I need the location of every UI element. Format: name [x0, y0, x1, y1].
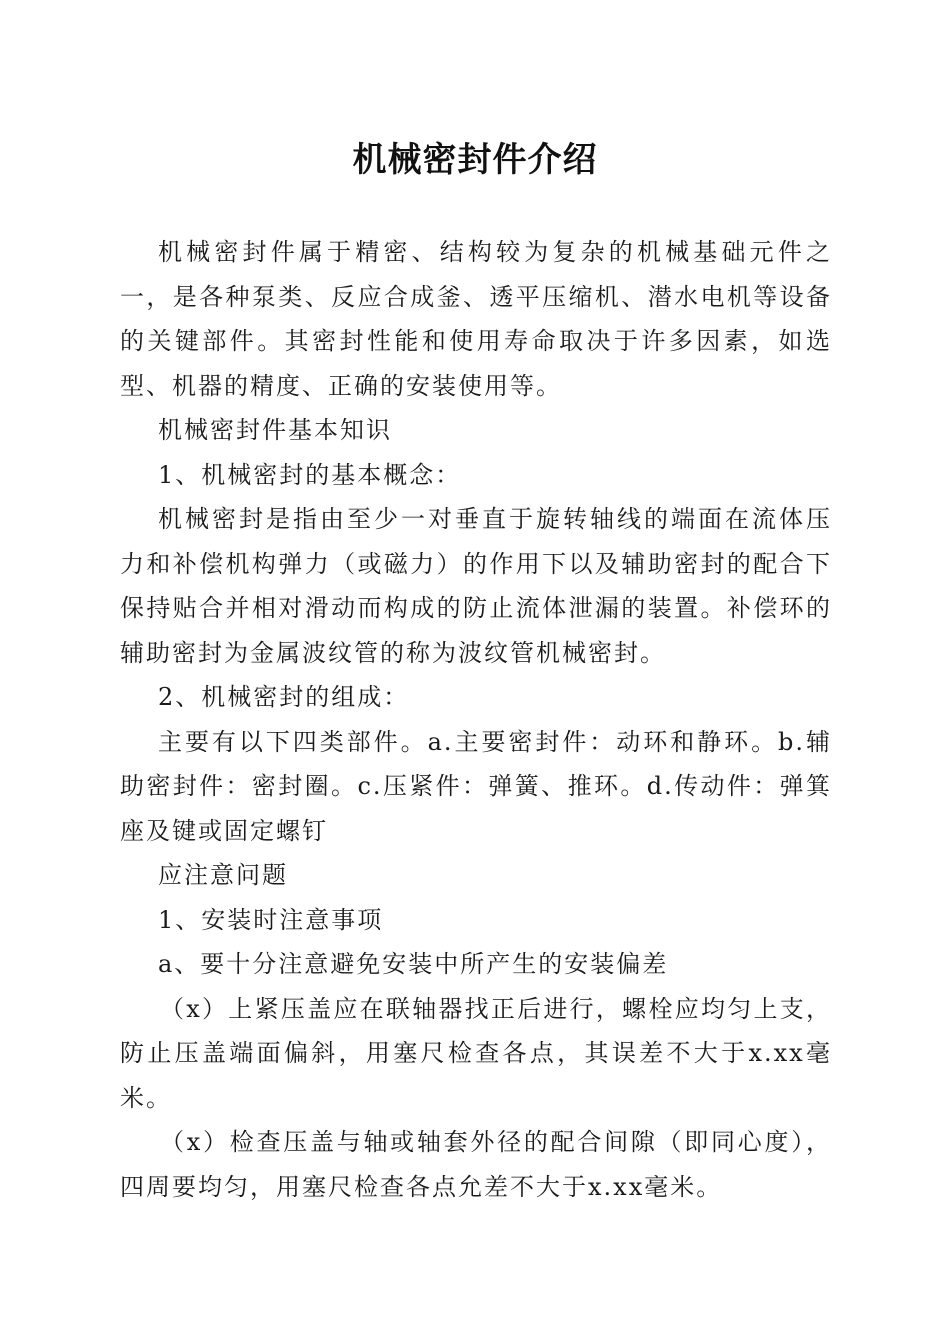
document-body — [120, 230, 832, 1209]
item-clearance-check: （x）检查压盖与轴或轴套外径的配合间隙（即同心度），四周要均匀，用塞尺检查各点允差不大于x.xx毫米。 — [120, 1128, 832, 1201]
subheading-concept: 1、机械密封的基本概念： — [158, 460, 462, 489]
paragraph-intro: 机械密封件属于精密、结构较为复杂的机械基础元件之一，是各种泵类、反应合成釜、透平压缩机、潜水电机等设备的关键部件。其密封性能和使用寿命取决于许多因素，如选型、机器的精度、正确的安装使用等。 — [120, 238, 832, 400]
item-installation-deviation: a、要十分注意避免安装中所产生的安装偏差 — [158, 950, 669, 978]
item-gland-tightening: （x）上紧压盖应在联轴器找正后进行，螺栓应均匀上支，防止压盖端面偏斜，用塞尺检查各点，其误差不大于x.xx毫米。 — [120, 994, 832, 1112]
paragraph-composition: 主要有以下四类部件。a.主要密封件：动环和静环。b.辅助密封件：密封圈。c.压紧件：弹簧、推环。d.传动件：弹箕座及键或固定螺钉 — [120, 727, 832, 845]
paragraph-concept: 机械密封是指由至少一对垂直于旋转轴线的端面在流体压力和补偿机构弹力（或磁力）的作用下以及辅助密封的配合下保持贴合并相对滑动而构成的防止流体泄漏的装置。补偿环的辅助密封为金属波纹管的称为波纹管机械密封。 — [120, 505, 832, 667]
section-heading-issues: 应注意问题 — [158, 861, 288, 889]
subheading-installation: 1、安装时注意事项 — [158, 905, 384, 934]
document-title: 机械密封件介绍 — [352, 140, 598, 180]
section-heading-basics: 机械密封件基本知识 — [158, 416, 392, 444]
subheading-composition: 2、机械密封的组成： — [158, 683, 410, 711]
